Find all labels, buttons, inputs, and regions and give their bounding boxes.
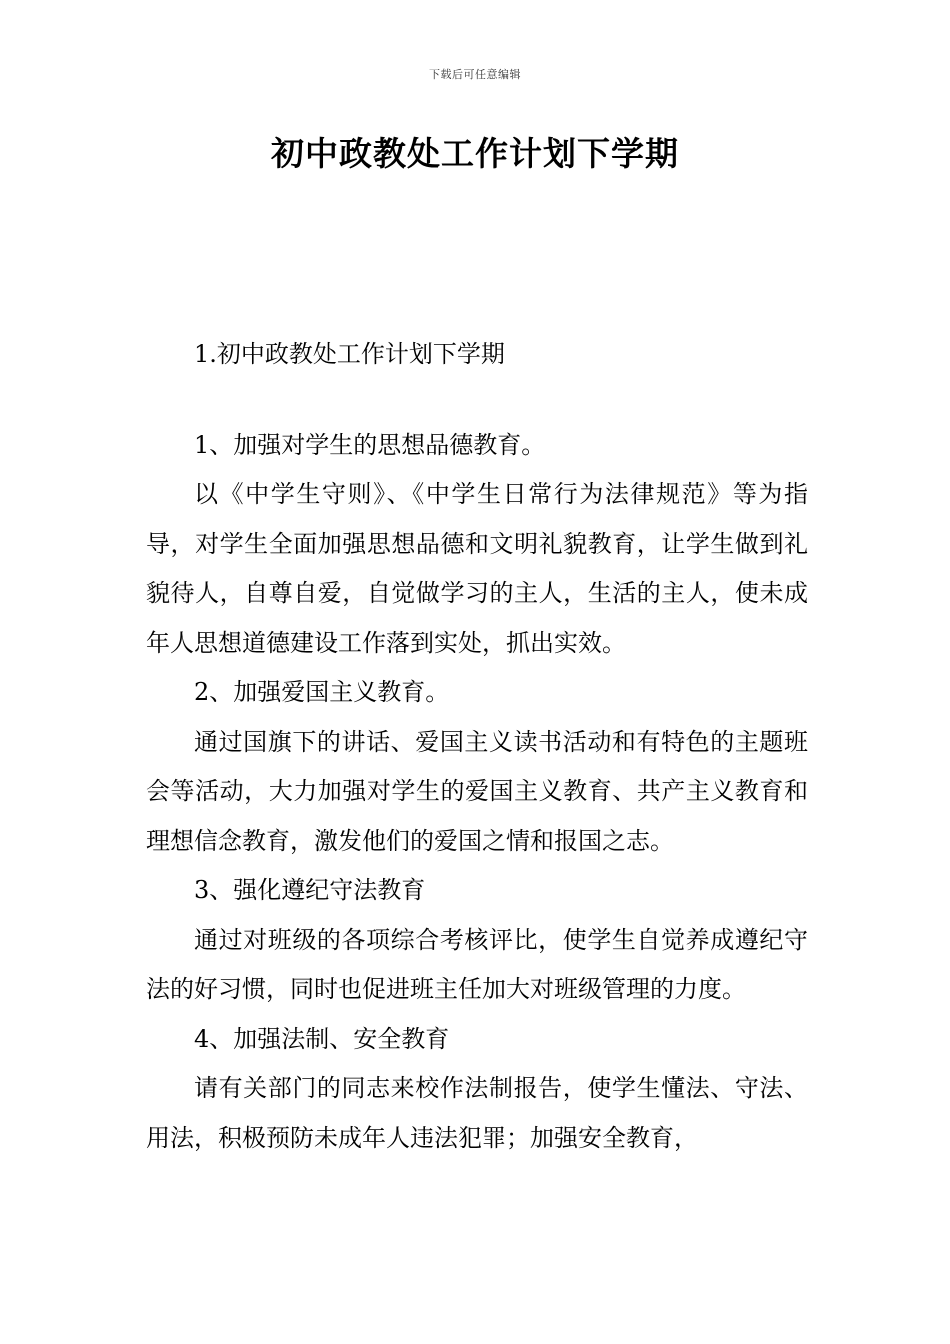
paragraph: 请有关部门的同志来校作法制报告，使学生懂法、守法、用法，积极预防未成年人违法犯罪；加强安全教育，	[146, 1074, 808, 1152]
paragraph: 3、强化遵纪守法教育	[194, 876, 426, 904]
document-title: 初中政教处工作计划下学期	[271, 134, 679, 173]
spacer	[146, 380, 808, 421]
paragraph: 4、加强法制、安全教育	[194, 1024, 450, 1053]
paragraph: 1、加强对学生的思想品德教育。	[194, 430, 546, 459]
header-note: 下载后可任意编辑	[429, 68, 521, 81]
paragraph: 以《中学生守则》、《中学生日常行为法律规范》等为指导，对学生全面加强思想品德和文明礼貌教育，让学生做到礼貌待人，自尊自爱，自觉做学习的主人，生活的主人，使未成年人思想道德建设工作落到实处，抓出实效。	[146, 480, 808, 657]
section-heading: 1.初中政教处工作计划下学期	[194, 340, 505, 368]
paragraph: 通过对班级的各项综合考核评比，使学生自觉养成遵纪守法的好习惯，同时也促进班主任加大对班级管理的力度。	[146, 925, 808, 1003]
paragraph: 通过国旗下的讲话、爱国主义读书活动和有特色的主题班会等活动，大力加强对学生的爱国主义教育、共产主义教育和理想信念教育，激发他们的爱国之情和报国之志。	[146, 727, 808, 855]
document-body	[146, 330, 808, 1163]
paragraph: 2、加强爱国主义教育。	[194, 678, 450, 706]
